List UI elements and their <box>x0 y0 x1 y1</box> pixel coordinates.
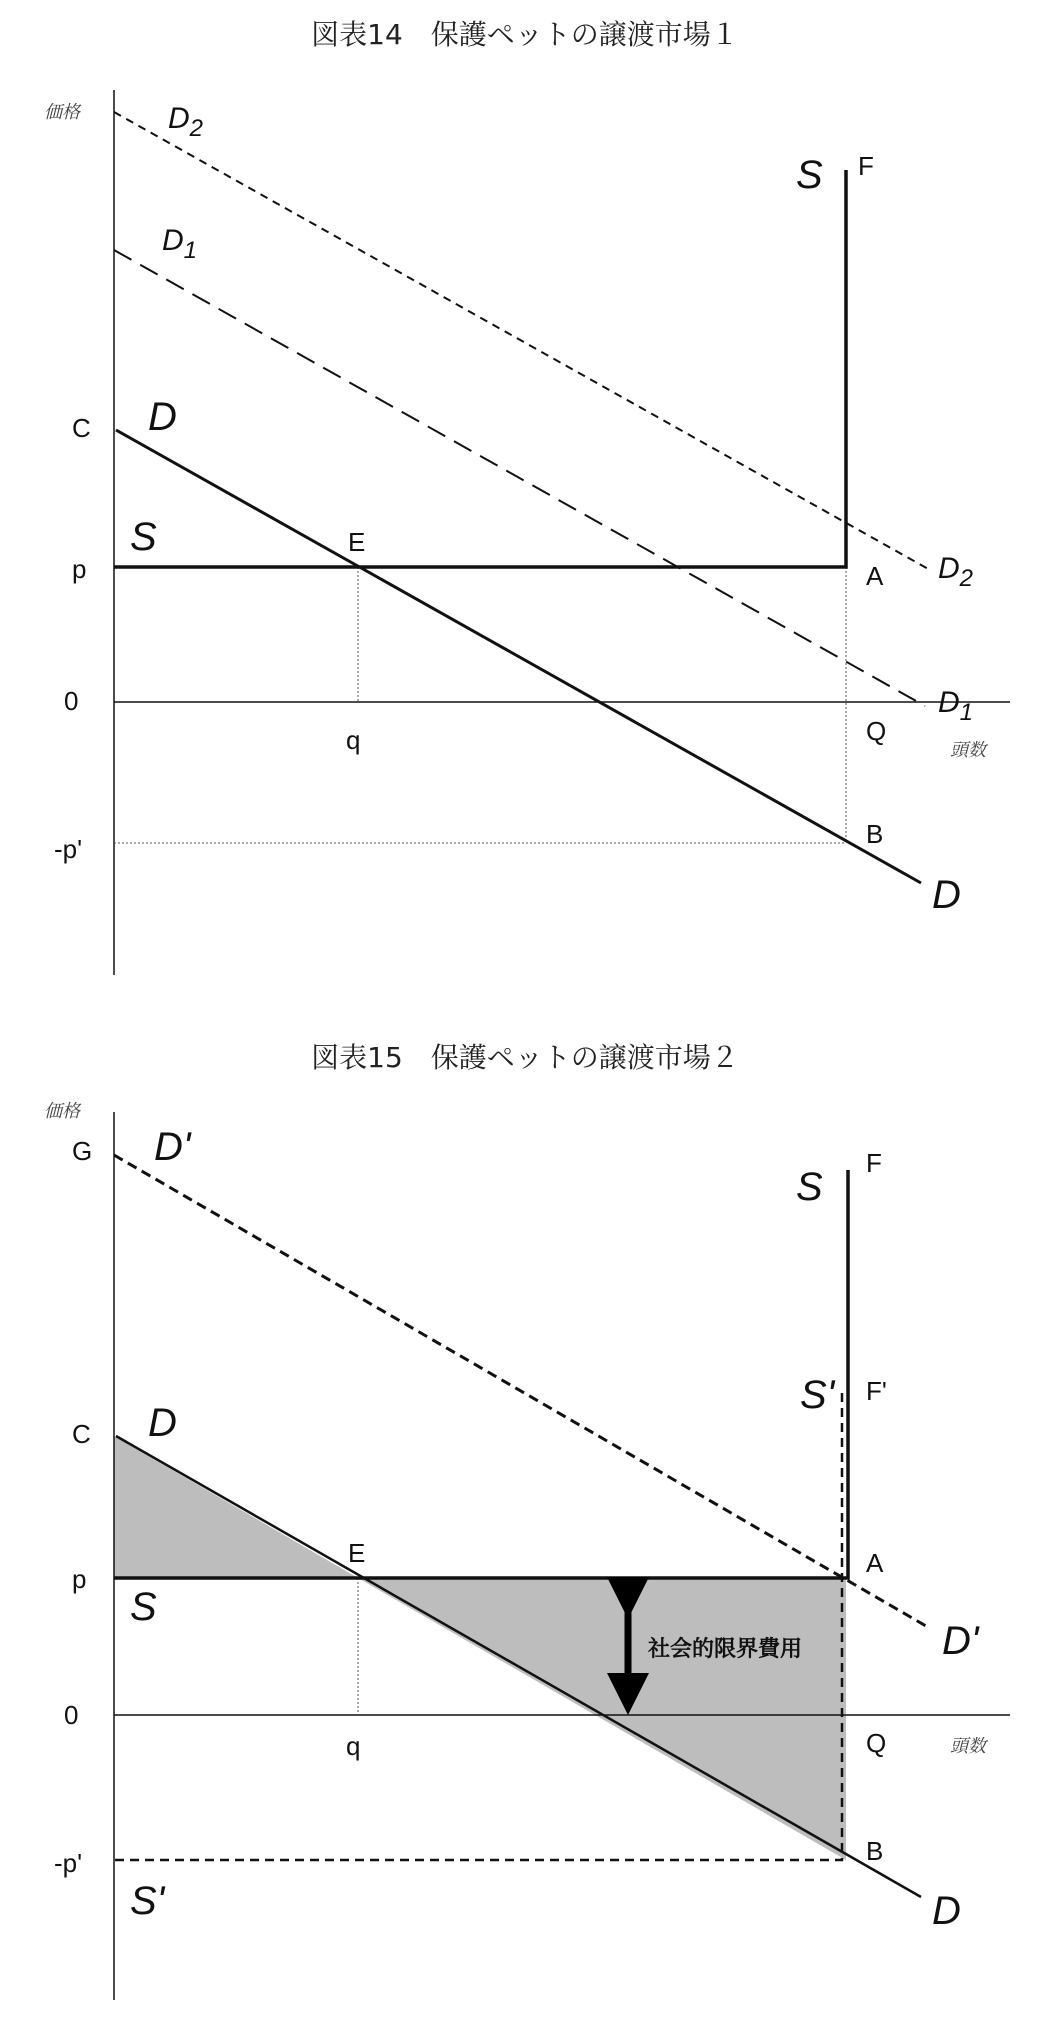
label-Q: Q <box>866 1728 887 1758</box>
label-A: A <box>866 1548 884 1578</box>
figure-15-title: 図表15 保護ペットの譲渡市場２ <box>311 1041 739 1074</box>
supply-curve-s <box>114 170 846 567</box>
label-neg-p: -p' <box>54 834 83 864</box>
y-axis-name: 価格 <box>44 1101 80 1122</box>
curve-label-S-prime-left: S' <box>130 1879 165 1923</box>
curve-label-D1-end: $D_1$ <box>938 686 974 726</box>
label-neg-p: -p' <box>54 1848 83 1878</box>
curve-label-S-top: S <box>796 153 823 197</box>
label-E: E <box>348 1538 366 1568</box>
curve-label-D2-end: $D_2$ <box>938 552 974 592</box>
curve-label-S-left: S <box>130 515 157 559</box>
social-marginal-cost-label: 社会的限界費用 <box>648 1637 803 1662</box>
x-axis-name: 頭数 <box>950 740 986 761</box>
shaded-region-right <box>358 1578 846 1860</box>
label-C: C <box>72 1419 91 1449</box>
label-p: p <box>72 1564 87 1594</box>
curve-label-S-left: S <box>130 1585 157 1629</box>
label-F-prime: F' <box>866 1376 887 1406</box>
curve-label-S-prime-top: S' <box>800 1373 835 1417</box>
label-G: G <box>72 1136 93 1166</box>
figure-14 <box>44 18 1010 975</box>
label-zero: 0 <box>64 686 79 716</box>
curve-label-D2-start: $D_2$ <box>168 102 204 142</box>
curve-label-D-start: D <box>148 395 177 439</box>
y-axis-name: 価格 <box>44 102 80 123</box>
curve-label-D-prime-end: D' <box>942 1619 979 1663</box>
curve-label-S-top: S <box>796 1165 823 1209</box>
curve-label-D-end: D <box>932 1889 961 1933</box>
label-B: B <box>866 819 884 849</box>
label-q: q <box>346 725 361 755</box>
label-zero: 0 <box>64 1700 79 1730</box>
shaded-region-left <box>114 1436 358 1578</box>
figure-15 <box>44 1041 1010 2000</box>
label-A: A <box>866 561 884 591</box>
label-p: p <box>72 554 87 584</box>
x-axis-name: 頭数 <box>950 1736 986 1757</box>
curve-label-D-end: D <box>932 873 961 917</box>
label-q: q <box>346 1731 361 1761</box>
label-E: E <box>348 527 366 557</box>
label-F: F <box>858 151 874 181</box>
figure-14-title: 図表14 保護ペットの譲渡市場１ <box>311 18 739 51</box>
label-Q: Q <box>866 716 887 746</box>
demand-curve-d1 <box>114 250 925 706</box>
label-C: C <box>72 413 91 443</box>
curve-label-D-prime-start: D' <box>154 1125 191 1169</box>
label-F: F <box>866 1148 882 1178</box>
label-B: B <box>866 1836 884 1866</box>
curve-label-D1-start: $D_1$ <box>162 224 198 264</box>
curve-label-D-start: D <box>148 1401 177 1445</box>
